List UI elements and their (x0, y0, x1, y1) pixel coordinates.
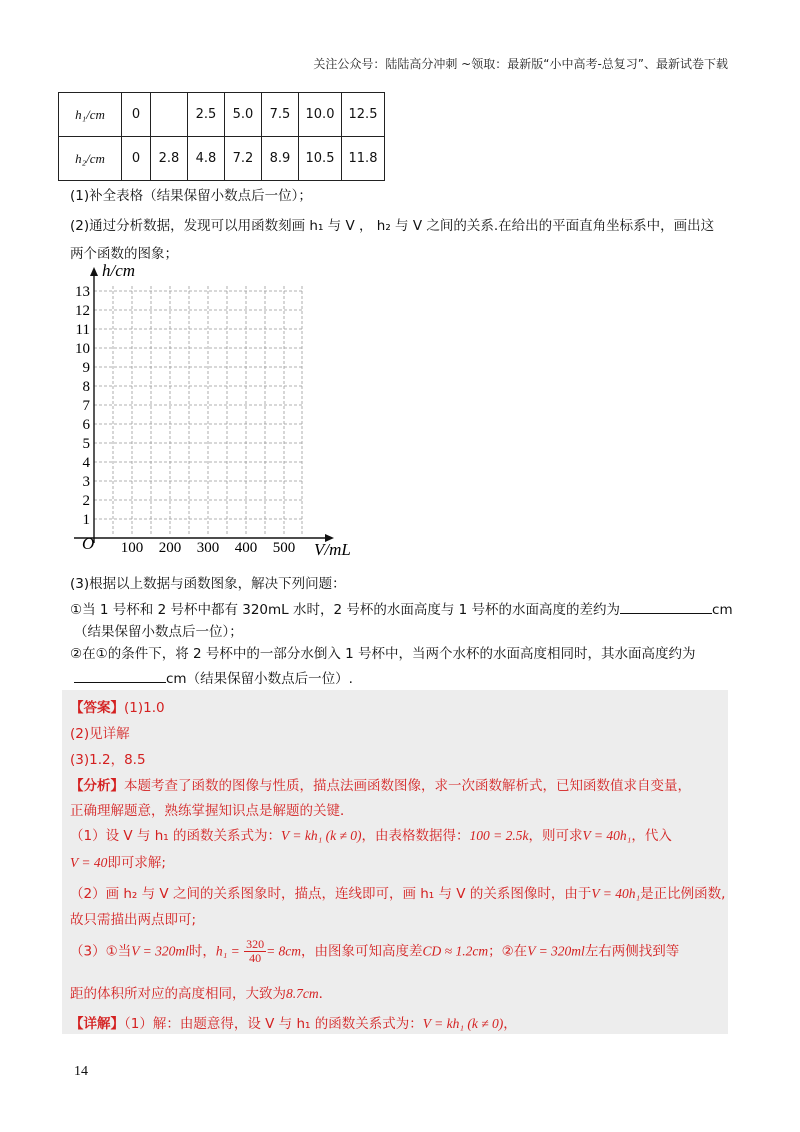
equation: 8.7cm (286, 986, 319, 1001)
detail-tag: 【详解】 (70, 1016, 124, 1032)
page-header: 关注公众号：陆陆高分冲刺 ~领取：最新版“小中高考-总复习”、最新试卷下载 (313, 57, 728, 71)
equation: CD ≈ 1.2cm (422, 943, 489, 959)
text-span: ，则可求 (528, 828, 583, 844)
analysis-part-1-cont (70, 851, 166, 871)
answer-tag: 【答案】 (70, 700, 124, 716)
answer-3: (3)1.2，8.5 (70, 752, 146, 768)
equation: V = kh₁ (k ≠ 0) (422, 1016, 504, 1031)
table-cell: 2.8 (151, 137, 188, 181)
x-tick-label: 200 (158, 540, 182, 556)
y-axis-arrow (90, 267, 98, 276)
answer-1 (70, 696, 165, 716)
equation: V = 40 (70, 855, 108, 870)
x-axis-label: V/mL (314, 540, 351, 559)
analysis-part-3 (70, 938, 679, 965)
table-row (59, 137, 385, 181)
y-tick-label: 10 (75, 341, 90, 357)
analysis-line-2: 正确理解题意，熟练掌握知识点是解题的关键． (70, 803, 354, 819)
coordinate-grid (66, 258, 376, 564)
table-row (59, 93, 385, 137)
question-3b (74, 667, 353, 687)
detail-line (70, 1012, 517, 1032)
y-tick-label: 5 (82, 436, 90, 452)
question-1: (1)补全表格（结果保留小数点后一位）； (70, 188, 312, 204)
table-cell: 7.2 (225, 137, 262, 181)
page-number: 14 (74, 1064, 88, 1079)
text-span: ， (503, 1016, 517, 1032)
table-cell: 8.9 (262, 137, 299, 181)
fraction (244, 938, 266, 965)
row-label: h₁/cm (59, 93, 122, 137)
unit-cm: cm (712, 602, 733, 618)
text-span: ． (318, 986, 333, 1002)
question-2-line-1: (2)通过分析数据，发现可以用函数刻画 h₁ 与 V ， h₂ 与 V 之间的关系.在给出的平面直角坐标系中，画出这 (70, 218, 715, 234)
analysis-part-1 (70, 824, 672, 844)
analysis-tag: 【分析】 (70, 778, 124, 794)
y-tick-label: 8 (82, 379, 90, 395)
text-span: ，代入 (631, 828, 672, 844)
analysis-text: 本题考查了函数的图像与性质，描点法画函数图像，求一次函数解析式，已知函数值求自变量， (124, 778, 691, 794)
y-tick-label: 7 (82, 398, 90, 414)
answer-blank (74, 670, 166, 683)
equation: V = kh₁ (k ≠ 0) (280, 828, 362, 843)
question-2-line-2: 两个函数的图象； (70, 246, 178, 262)
table-cell: 2.5 (188, 93, 225, 137)
equation: V = 320ml (527, 943, 585, 959)
y-tick-label: 1 (82, 512, 90, 528)
analysis-part-2-cont: 故只需描出两点即可; (70, 912, 197, 928)
table-cell: 0 (122, 137, 151, 181)
y-tick-label: 6 (82, 417, 90, 433)
text-span: ，由图象可知高度差 (301, 943, 423, 960)
answer-blank (620, 601, 712, 614)
text-span: （1）解：由题意得，设 V 与 h₁ 的函数关系式为： (124, 1016, 423, 1032)
data-table (58, 92, 385, 181)
analysis-line-1 (70, 774, 691, 794)
row-label: h₂/cm (59, 137, 122, 181)
answer-1-text: (1)1.0 (124, 700, 165, 716)
equation: V = 40h₁ (591, 886, 641, 901)
x-tick-label: 400 (234, 540, 258, 556)
question-3b-text: cm（结果保留小数点后一位）. (166, 671, 353, 687)
text-span: （2）画 h₂ 与 V 之间的关系图象时，描点，连线即可，画 h₁ 与 V 的关系图像时，由于 (70, 886, 592, 902)
table-cell: 5.0 (225, 93, 262, 137)
question-3a-line-2: （结果保留小数点后一位）； (74, 624, 243, 640)
text-span: 距的体积所对应的高度相同，大致为 (70, 986, 286, 1002)
denominator: 40 (249, 951, 262, 965)
text-span: ；②在 (488, 943, 528, 960)
table-cell: 11.8 (342, 137, 385, 181)
answer-2: (2)见详解 (70, 726, 130, 742)
y-tick-label: 3 (82, 474, 90, 490)
table-cell: 12.5 (342, 93, 385, 137)
text-span: （3）①当 (70, 943, 132, 960)
table-cell: 7.5 (262, 93, 299, 137)
table-cell: 4.8 (188, 137, 225, 181)
y-tick-label: 9 (82, 360, 90, 376)
y-tick-label: 12 (75, 303, 90, 319)
question-3a (70, 598, 733, 618)
question-3b-line-1: ②在①的条件下，将 2 号杯中的一部分水倒入 1 号杯中，当两个水杯的水面高度相同时，其水面高度约为 (70, 646, 696, 662)
x-tick-label: 500 (272, 540, 296, 556)
equation: V = 320ml (131, 943, 189, 959)
analysis-part-3-cont (70, 982, 332, 1002)
question-3a-text: ①当 1 号杯和 2 号杯中都有 320mL 水时，2 号杯的水面高度与 1 号杯的水面高度的差约为 (70, 602, 621, 618)
text-span: （1）设 V 与 h₁ 的函数关系式为： (70, 828, 281, 844)
y-axis-label: h/cm (102, 261, 136, 280)
table-cell: 10.0 (299, 93, 342, 137)
text-span: 时， (188, 943, 216, 960)
x-tick-label: 300 (196, 540, 220, 556)
text-span: 左右两侧找到等 (584, 943, 680, 960)
equation: 100 = 2.5k (469, 828, 529, 843)
y-tick-label: 11 (75, 322, 90, 338)
y-tick-label: 4 (82, 455, 90, 471)
table-cell: 0 (122, 93, 151, 137)
x-tick-label: 100 (120, 540, 144, 556)
question-3: (3)根据以上数据与函数图象，解决下列问题： (70, 576, 346, 592)
text-span: ，由表格数据得： (361, 828, 470, 844)
table-cell-empty (151, 93, 188, 137)
y-tick-label: 2 (82, 493, 90, 509)
y-tick-label: 13 (75, 284, 90, 300)
text-span: 即可求解; (107, 855, 166, 871)
text-span: 是正比例函数, (640, 886, 726, 902)
equation: = 8cm (266, 943, 302, 959)
numerator: 320 (246, 937, 265, 951)
equation: h₁ = (215, 943, 240, 959)
table-cell: 10.5 (299, 137, 342, 181)
origin-label: O (82, 534, 95, 553)
equation: V = 40h₁ (582, 828, 632, 843)
analysis-part-2 (70, 882, 725, 902)
